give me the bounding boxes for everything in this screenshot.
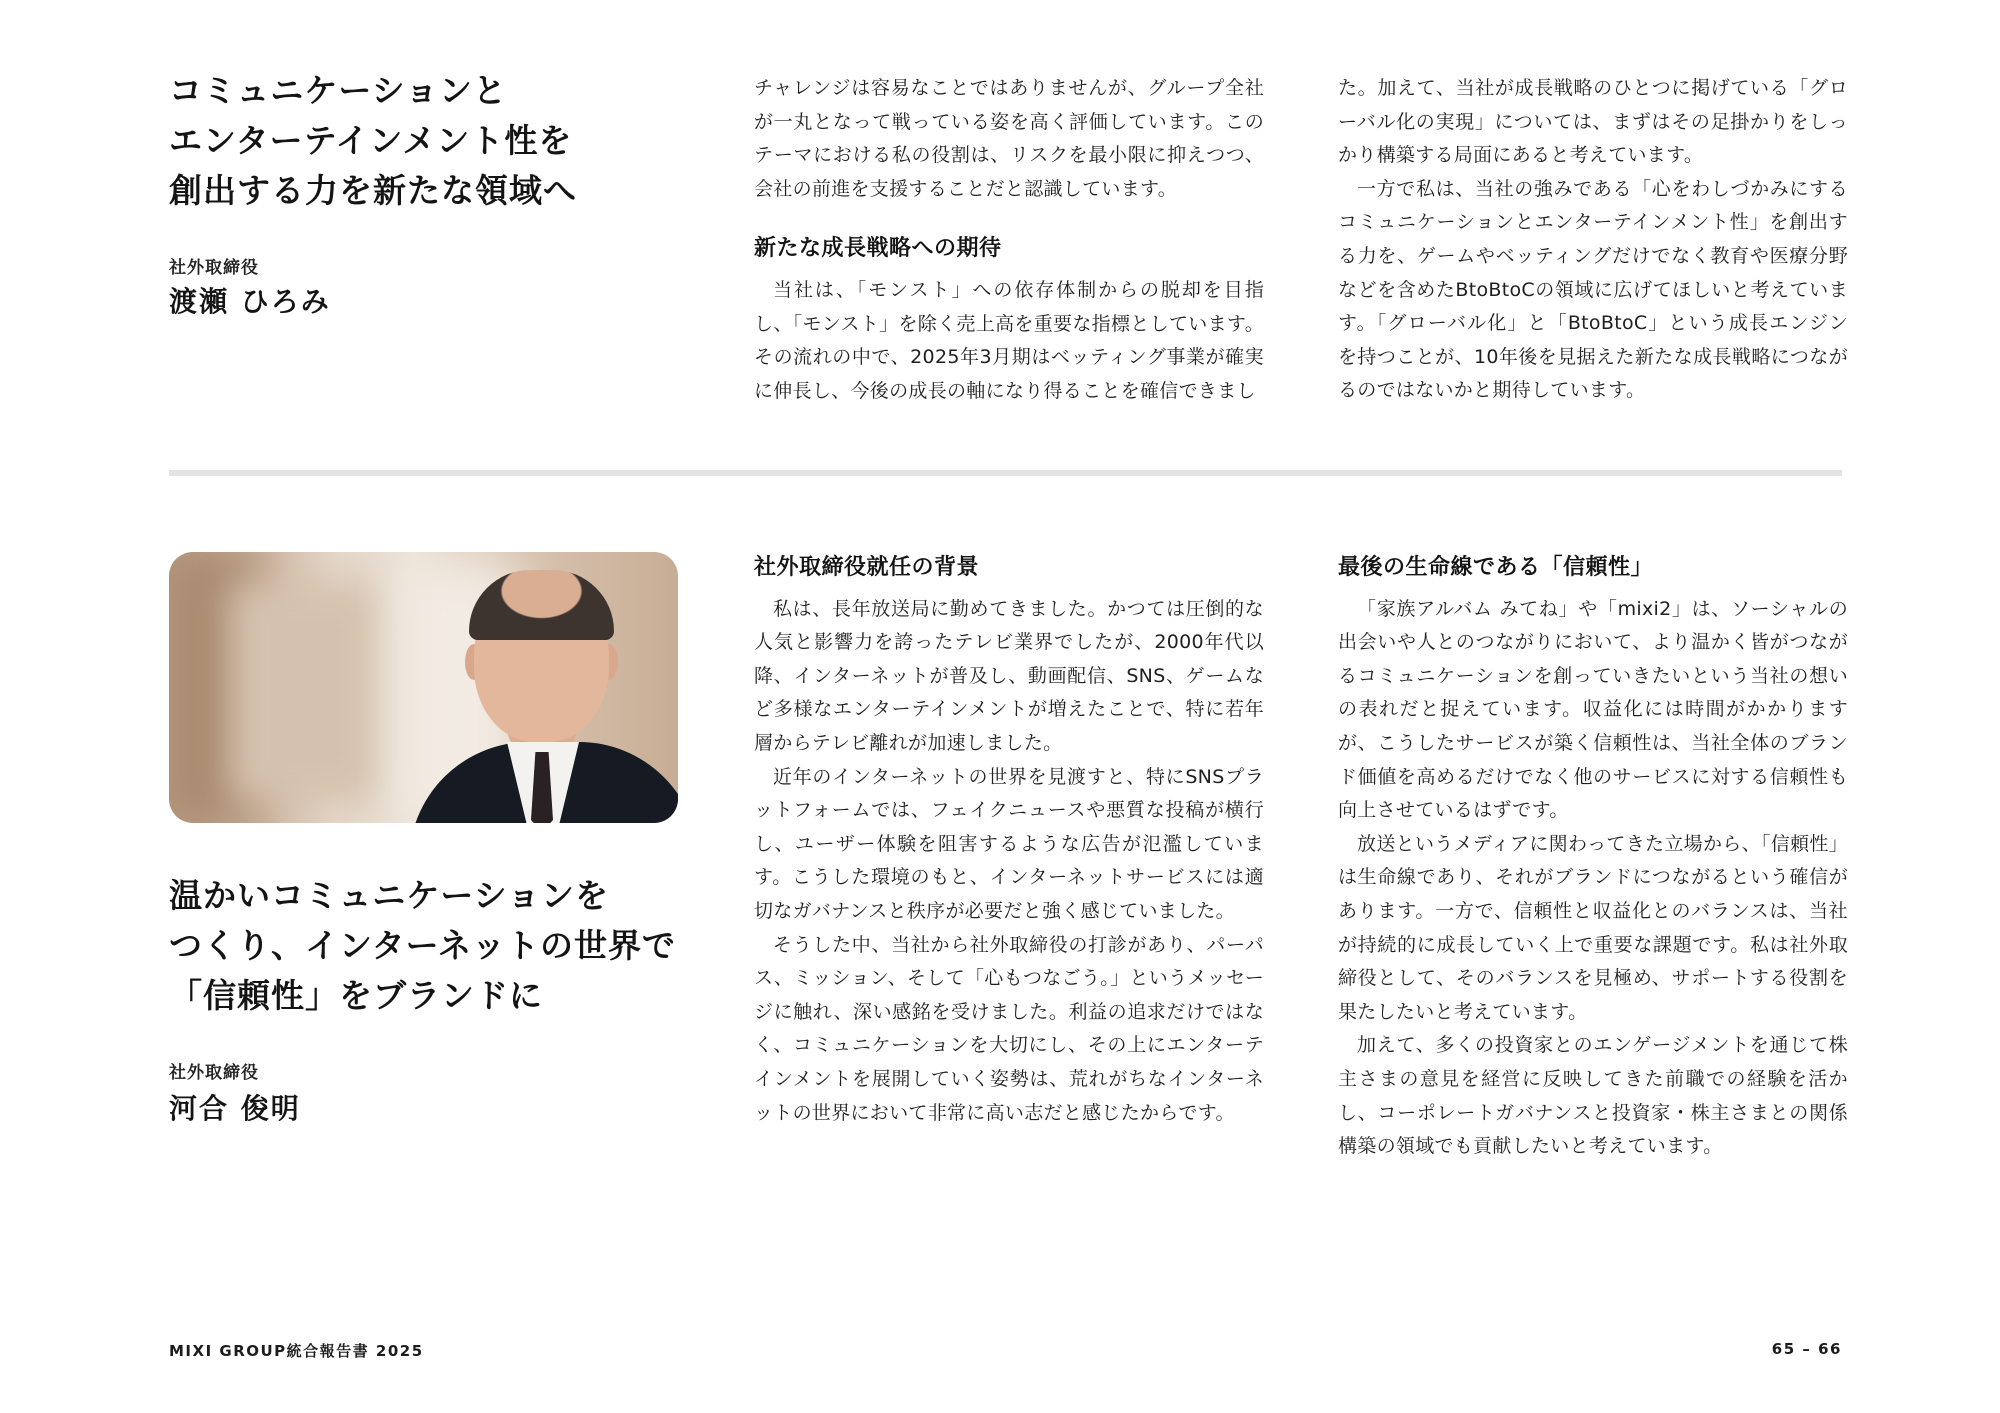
- section2-heading-line: 温かいコミュニケーションを: [169, 876, 610, 915]
- paragraph: 加えて、多くの投資家とのエンゲージメントを通じて株主さまの意見を経営に反映してきた前職での経験を活かし、コーポレートガバナンスと投資家・株主さまとの関係構築の領域でも貢献したいと考えています。: [1338, 1034, 1848, 1158]
- section2-column-1: [754, 551, 1264, 1130]
- section1-heading-line: エンターテインメント性を: [169, 121, 573, 160]
- director-portrait-photo: [169, 552, 678, 823]
- section1-heading: [169, 66, 577, 216]
- section1-heading-line: コミュニケーションと: [169, 71, 508, 110]
- section1-column-2: [1338, 72, 1848, 408]
- section1-column-1: [754, 72, 1264, 408]
- paragraph: チャレンジは容易なことではありませんが、グループ全社が一丸となって戦っている姿を高く評価しています。このテーマにおける私の役割は、リスクを最小限に抑えつつ、会社の前進を支援することだと認識しています。: [754, 77, 1264, 200]
- paragraph: 一方で私は、当社の強みである「心をわしづかみにするコミュニケーションとエンターテインメント性」を創出する力を、ゲームやベッティングだけでなく教育や医療分野などを含めたBtoBtoCの領域に広げてほしいと考えています。「グローバル化」と「BtoBtoC」という成長エンジンを持つことが、10年後を見据えた新たな成長戦略につながるのではないかと期待しています。: [1338, 177, 1848, 402]
- section1-subheading: 新たな成長戦略への期待: [754, 236, 1002, 262]
- footer-report-title: MIXI GROUP統合報告書 2025: [169, 1342, 424, 1360]
- footer-page-numbers: 65 – 66: [1771, 1340, 1842, 1358]
- paragraph: 「家族アルバム みてね」や「mixi2」は、ソーシャルの出会いや人とのつながりにおいて、より温かく皆がつながるコミュニケーションを創っていきたいという当社の想いの表れだと捉えています。収益化には時間がかかりますが、こうしたサービスが築く信頼性は、当社全体のブランド価値を高めるだけでなく他のサービスに対する信頼性も向上させているはずです。: [1338, 597, 1848, 822]
- section2-role: 社外取締役: [169, 1063, 259, 1083]
- paragraph: た。加えて、当社が成長戦略のひとつに掲げている「グローバル化の実現」については、まずはその足掛かりをしっかり構築する局面にあると考えています。: [1338, 77, 1848, 167]
- section2-subheading: 社外取締役就任の背景: [754, 555, 980, 580]
- paragraph: そうした中、当社から社外取締役の打診があり、パーパス、ミッション、そして「心もつなごう。」というメッセージに触れ、深い感銘を受けました。利益の追求だけではなく、コミュニケーションを大切にし、その上にエンターテインメントを展開していく姿勢は、荒れがちなインターネットの世界において非常に高い志だと感じたからです。: [754, 933, 1264, 1124]
- paragraph: 当社は、「モンスト」への依存体制からの脱却を目指し、「モンスト」を除く売上高を重要な指標としています。その流れの中で、2025年3月期はベッティング事業が確実に伸長し、今後の成長の軸になり得ることを確信できまし: [754, 278, 1264, 402]
- section2-column-2: [1338, 551, 1848, 1164]
- section1-heading-line: 創出する力を新たな領域へ: [169, 171, 577, 210]
- paragraph: 近年のインターネットの世界を見渡すと、特にSNSプラットフォームでは、フェイクニュースや悪質な投稿が横行し、ユーザー体験を阻害するような広告が氾濫しています。こうした環境のもと、インターネットサービスには適切なガバナンスと秩序が必要だと強く感じていました。: [754, 765, 1264, 922]
- section2-heading-line: 「信頼性」をブランドに: [169, 976, 543, 1015]
- section-divider: [169, 470, 1842, 476]
- section1-name: 渡瀬 ひろみ: [169, 285, 331, 318]
- section2-name: 河合 俊明: [169, 1092, 301, 1125]
- section1-role: 社外取締役: [169, 258, 259, 278]
- paragraph: 放送というメディアに関わってきた立場から、「信頼性」は生命線であり、それがブランドにつながるという確信があります。一方で、信頼性と収益化とのバランスは、当社が持続的に成長していく上で重要な課題です。私は社外取締役として、そのバランスを見極め、サポートする役割を果たしたいと考えています。: [1338, 832, 1848, 1023]
- section2-subheading: 最後の生命線である「信頼性」: [1338, 555, 1654, 580]
- section2-heading-line: つくり、インターネットの世界で: [169, 926, 677, 965]
- paragraph: 私は、長年放送局に勤めてきました。かつては圧倒的な人気と影響力を誇ったテレビ業界でしたが、2000年代以降、インターネットが普及し、動画配信、SNS、ゲームなど多様なエンターテインメントが増えたことで、特に若年層からテレビ離れが加速しました。: [754, 597, 1264, 754]
- section2-heading: [169, 871, 676, 1021]
